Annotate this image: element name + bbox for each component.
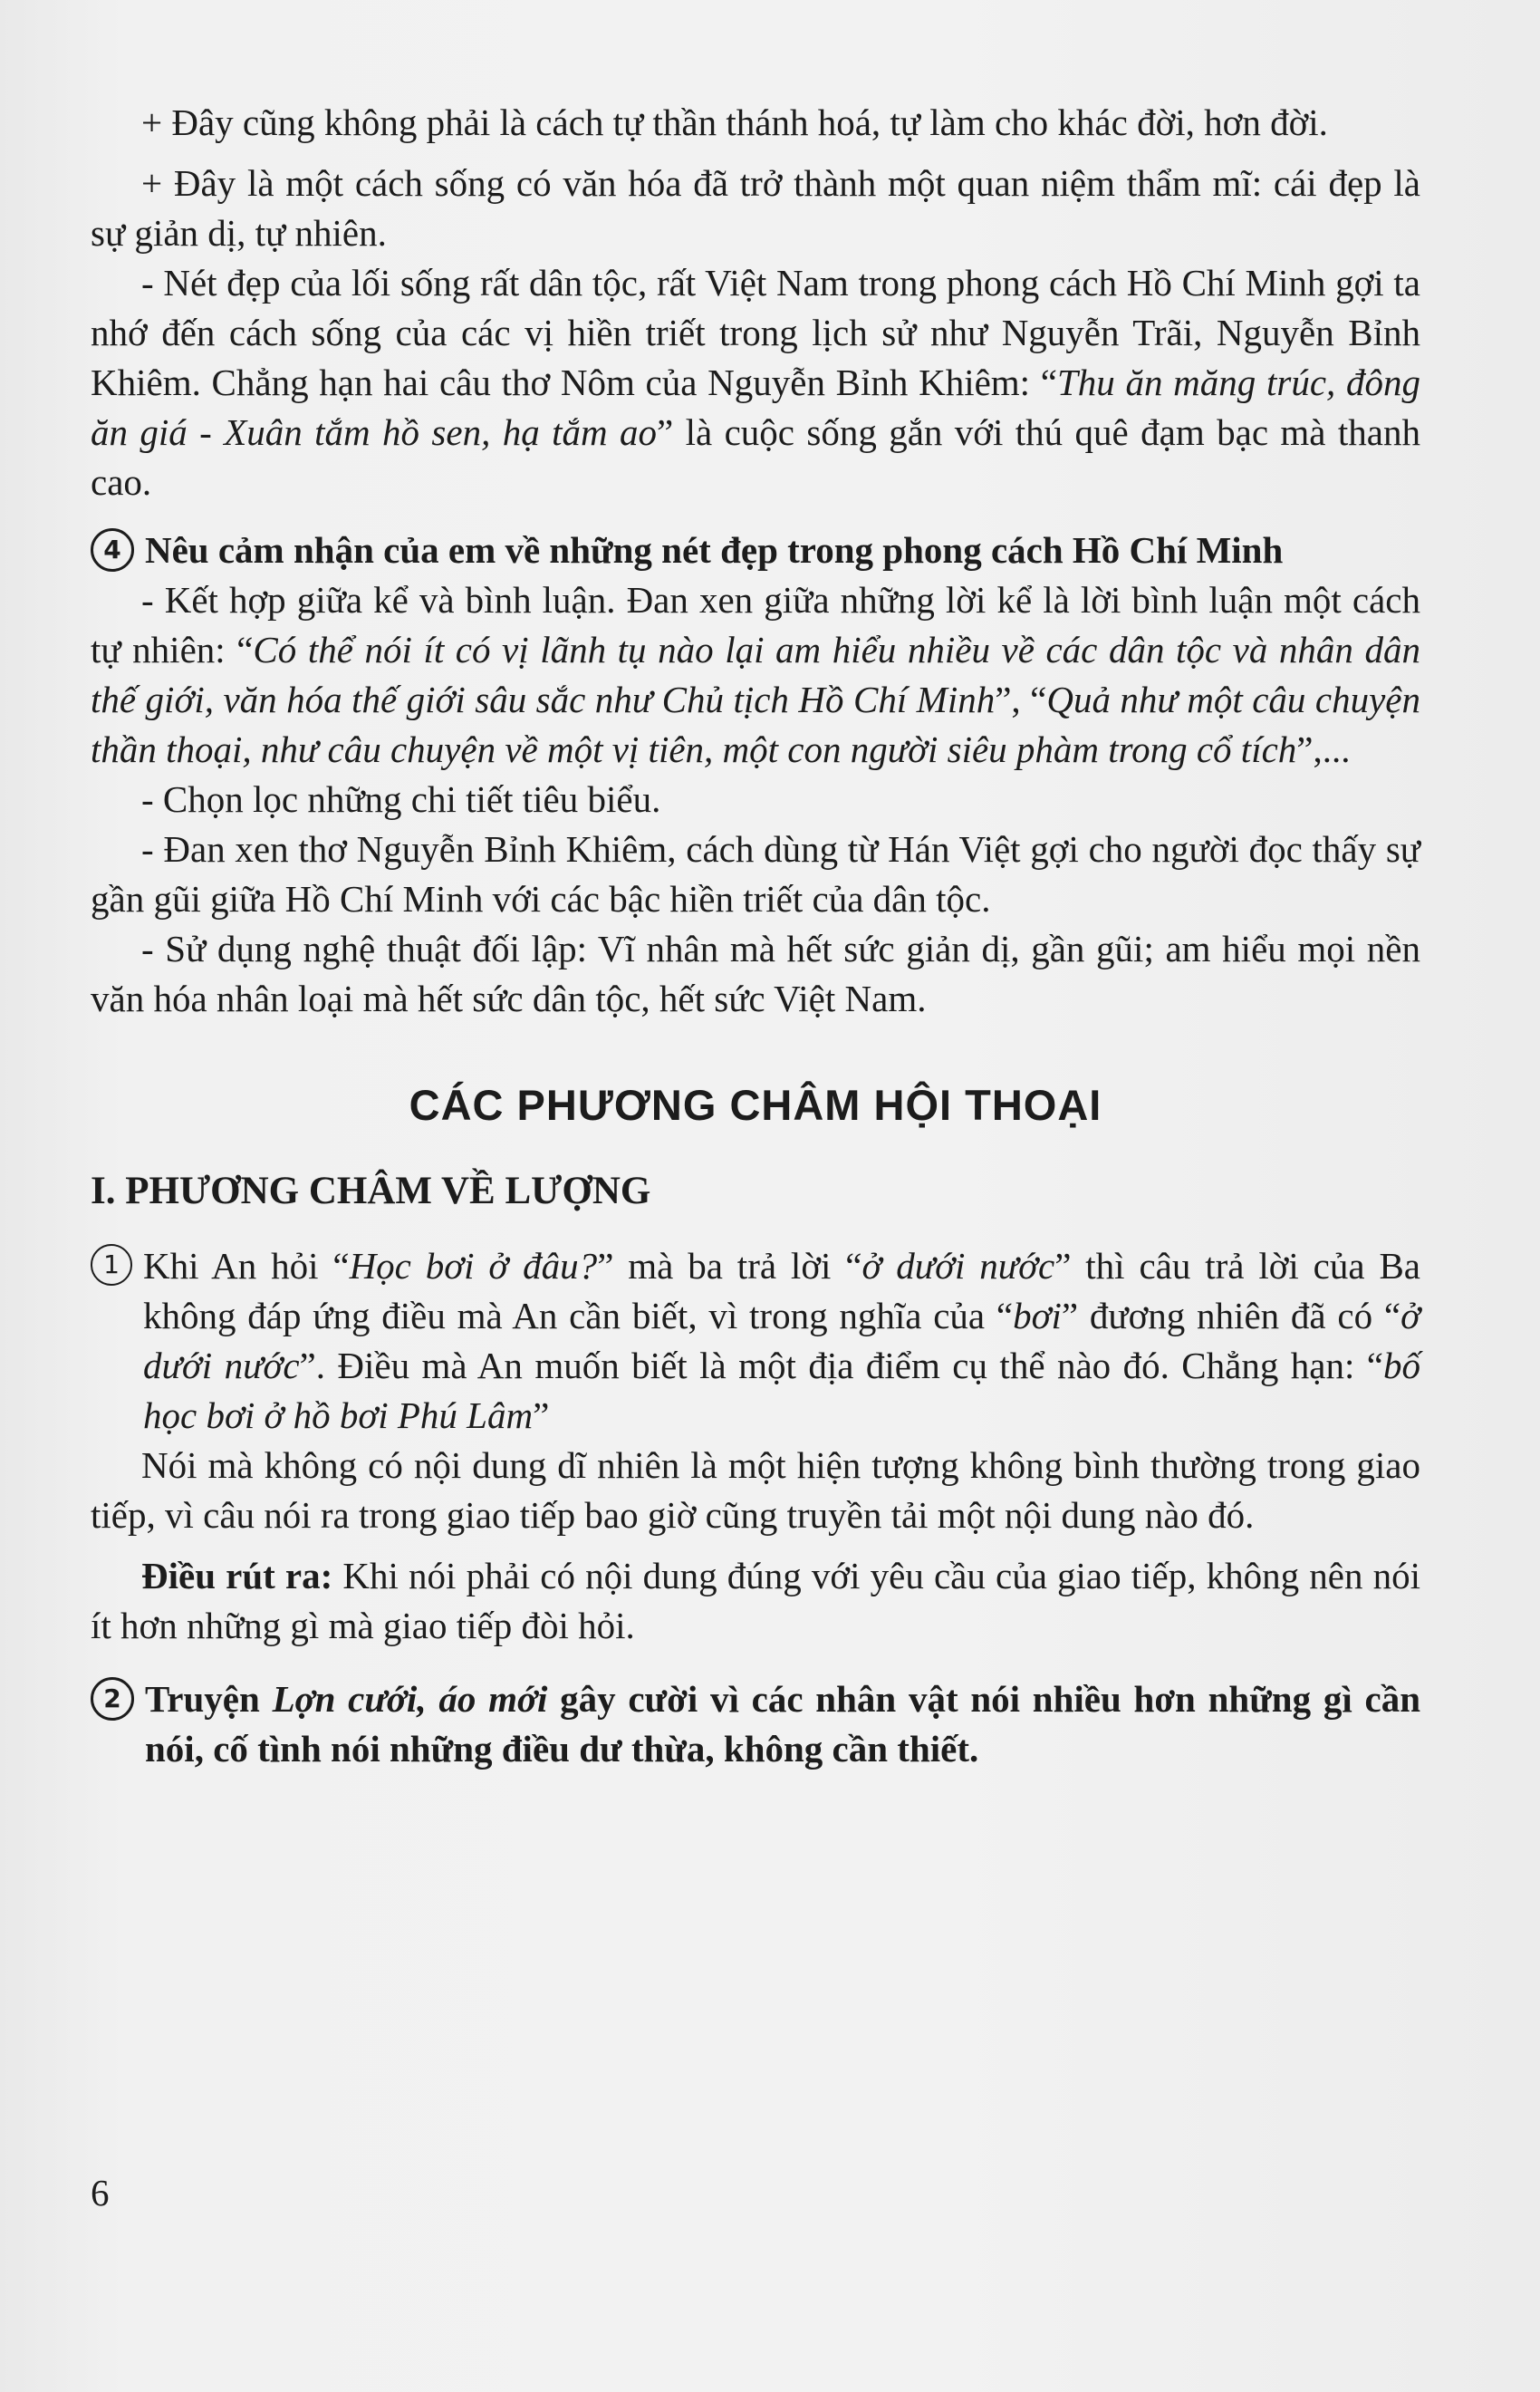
paragraph-after-exercise-1: Nói mà không có nội dung dĩ nhiên là một hiện tượng không bình thường trong giao tiếp, vì câu nói ra trong giao tiếp bao giờ cũng truyền tải một nội dung nào đó.	[91, 1444, 1420, 1536]
exercise-2-text: Truyện Lợn cưới, áo mới gây cười vì các nhân vật nói nhiều hơn những gì cần nói, cố tình nói những điều dư thừa, không cần thiết.	[145, 1678, 1420, 1770]
answer-4-point-2: - Chọn lọc những chi tiết tiêu biểu.	[141, 778, 661, 820]
answer-4-point-4: - Sử dụng nghệ thuật đối lập: Vĩ nhân mà hết sức giản dị, gần gũi; am hiểu mọi nền văn hóa nhân loại mà hết sức dân tộc, hết sức Việt Nam.	[91, 928, 1420, 1019]
story-title: Lợn cưới, áo mới	[272, 1678, 548, 1720]
conclusion	[91, 1551, 1420, 1651]
conclusion-label: Điều rút ra:	[141, 1555, 333, 1596]
exercise-2	[91, 1674, 1420, 1774]
answer-4-point-3: - Đan xen thơ Nguyễn Bỉnh Khiêm, cách dùng từ Hán Việt gợi cho người đọc thấy sự gần gũi giữa Hồ Chí Minh với các bậc hiền triết của dân tộc.	[91, 828, 1420, 920]
paragraph-3-text-a: - Nét đẹp của lối sống rất dân tộc, rất Việt Nam trong phong cách Hồ Chí Minh gợi ta nhớ đến cách sống của các vị hiền triết trong lịch sử như Nguyễn Trãi, Nguyễn Bỉnh Khiêm. Chẳng hạn hai câu thơ Nôm của Nguyễn Bỉnh Khiêm: “	[91, 262, 1420, 403]
exercise-number-badge: 2	[91, 1677, 134, 1721]
page-number: 6	[91, 2172, 110, 2214]
poem-quote: Thu ăn măng trúc, đông ăn giá - Xuân tắm hồ sen, hạ tắm ao	[91, 362, 1420, 453]
question-4-heading	[91, 526, 1420, 575]
question-number-badge: 4	[91, 528, 134, 572]
subsection-title: I. PHƯƠNG CHÂM VỀ LƯỢNG	[91, 1170, 651, 1212]
section-title: CÁC PHƯƠNG CHÂM HỘI THOẠI	[409, 1081, 1102, 1129]
paragraph-1: + Đây cũng không phải là cách tự thần thánh hoá, tự làm cho khác đời, hơn đời.	[141, 101, 1328, 143]
paragraph-3-text-b: ” là cuộc sống gắn với thú quê đạm bạc mà thanh cao.	[91, 411, 1420, 503]
exercise-1-text: Khi An hỏi “Học bơi ở đâu?” mà ba trả lời “ở dưới nước” thì câu trả lời của Ba không đáp ứng điều mà An cần biết, vì trong nghĩa của “bơi” đương nhiên đã có “ở dưới nước”. Điều mà An muốn biết là một địa điểm cụ thể nào đó. Chẳng hạn: “bố học bơi ở hồ bơi Phú Lâm”	[143, 1245, 1420, 1436]
exercise-1	[91, 1241, 1420, 1441]
page-content	[91, 98, 1420, 1774]
quote-1: Có thể nói ít có vị lãnh tụ nào lại am hiểu nhiều về các dân tộc và nhân dân thế giới, văn hóa thế giới sâu sắc như Chủ tịch Hồ Chí Minh	[91, 629, 1420, 720]
conclusion-text: Khi nói phải có nội dung đúng với yêu cầu của giao tiếp, không nên nói ít hơn những gì mà giao tiếp đòi hỏi.	[91, 1555, 1420, 1646]
question-4-title: Nêu cảm nhận của em về những nét đẹp trong phong cách Hồ Chí Minh	[145, 529, 1284, 571]
paragraph-3	[91, 258, 1420, 507]
answer-4-point-1: - Kết hợp giữa kể và bình luận. Đan xen giữa những lời kể là lời bình luận một cách tự nhiên: “Có thể nói ít có vị lãnh tụ nào lại am hiểu nhiều về các dân tộc và nhân dân thế giới, văn hóa thế giới sâu sắc như Chủ tịch Hồ Chí Minh”, “Quả như một câu chuyện thần thoại, như câu chuyện về một vị tiên, một con người siêu phàm trong cổ tích”,...	[91, 579, 1420, 770]
paragraph-2: + Đây là một cách sống có văn hóa đã trở thành một quan niệm thẩm mĩ: cái đẹp là sự giản dị, tự nhiên.	[91, 162, 1420, 254]
quote-2: Quả như một câu chuyện thần thoại, như câu chuyện về một vị tiên, một con người siêu phàm trong cổ tích	[91, 679, 1420, 770]
exercise-number-badge: 1	[91, 1244, 132, 1286]
